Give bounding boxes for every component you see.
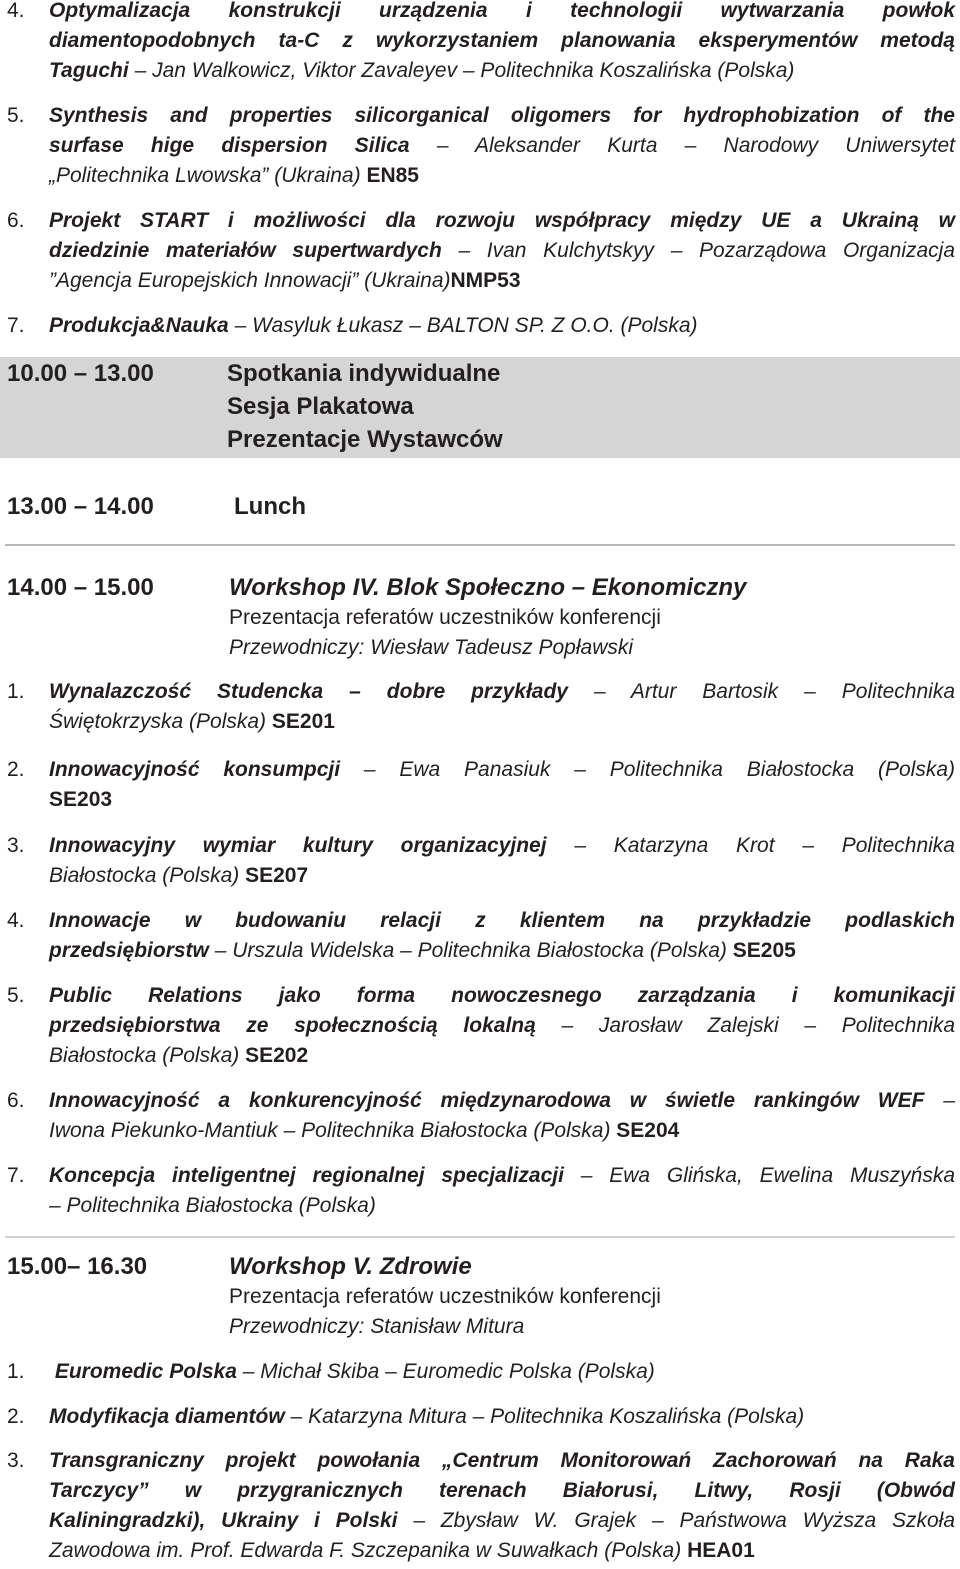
item-number: 4. (7, 909, 25, 932)
workshop5-chair: Przewodniczy: Stanisław Mitura (229, 1315, 525, 1338)
paper-code: NMP53 (450, 269, 521, 292)
program-item-4 (7, 0, 955, 86)
paper-author: – Jarosław Zalejski – Politechnika (535, 1014, 956, 1037)
item-number: 3. (7, 834, 25, 857)
item-line (7, 1116, 955, 1146)
item-line (7, 1536, 955, 1566)
paper-code: SE201 (271, 710, 335, 733)
workshop4-item-6 (7, 1086, 955, 1146)
item-line (7, 266, 955, 296)
item-line (7, 677, 955, 707)
paper-author: – Jan Walkowicz, Viktor Zavaleyev – Politechnika Koszalińska (Polska) (128, 59, 795, 82)
item-number: 4. (7, 0, 25, 22)
paper-author: Iwona Piekunko-Mantiuk – Politechnika Białostocka (Polska) (49, 1119, 617, 1142)
program-item-7 (7, 311, 955, 341)
paper-author: – Artur Bartosik – Politechnika (567, 680, 956, 703)
paper-title: Kaliningradzki), Ukrainy i Polski (49, 1509, 398, 1532)
item-line (7, 0, 955, 26)
paper-title: dziedzinie materiałów supertwardych (49, 239, 442, 262)
item-line (7, 936, 955, 966)
item-number: 2. (7, 1405, 25, 1428)
paper-author: ”Agencja Europejskich Innowacji” (Ukraina) (49, 269, 451, 292)
item-line (7, 1191, 955, 1221)
program-item-6 (7, 206, 955, 296)
workshop4-title: Workshop IV. Blok Społeczno – Ekonomiczny (229, 574, 747, 601)
item-line (7, 161, 955, 191)
paper-title: Produkcja&Nauka (49, 314, 229, 337)
divider (5, 544, 955, 546)
paper-author: – Michał Skiba – Euromedic Polska (Polska) (236, 1360, 655, 1383)
paper-author: – Urszula Widelska – Politechnika Białostocka (Polska) (208, 939, 733, 962)
item-number: 5. (7, 104, 25, 127)
paper-author: – Aleksander Kurta – Narodowy Uniwersytet (409, 134, 955, 157)
paper-code: SE205 (732, 939, 796, 962)
paper-code: SE202 (245, 1044, 309, 1067)
item-line (7, 1161, 955, 1191)
paper-title: Transgraniczny projekt powołania „Centrum Monitorowań Zachorowań na Raka (49, 1449, 955, 1472)
paper-code: SE204 (616, 1119, 680, 1142)
item-line (7, 1506, 955, 1536)
item-line (7, 1476, 955, 1506)
paper-title: Public Relations jako forma nowoczesnego zarządzania i komunikacji (49, 984, 955, 1007)
item-line (7, 1041, 955, 1071)
workshop4-item-3 (7, 831, 955, 891)
paper-author: – Zbysław W. Grajek – Państwowa Wyższa Szkoła (397, 1509, 955, 1532)
workshop5-time: 15.00– 16.30 (7, 1253, 148, 1280)
paper-title: Optymalizacja konstrukcji urządzenia i technologii wytwarzania powłok (49, 0, 955, 22)
item-line (7, 26, 955, 56)
workshop5-title: Workshop V. Zdrowie (229, 1253, 472, 1280)
paper-author: – Wasyluk Łukasz – BALTON SP. Z O.O. (Polska) (228, 314, 698, 337)
item-line (7, 1402, 955, 1432)
item-line (7, 131, 955, 161)
paper-author: – Katarzyna Mitura – Politechnika Koszalińska (Polska) (284, 1405, 805, 1428)
paper-title: przedsiębiorstwa ze społecznością lokalną (49, 1014, 536, 1037)
item-line (7, 1011, 955, 1041)
item-number: 6. (7, 209, 25, 232)
item-line (7, 707, 955, 737)
paper-author: – Ewa Panasiuk – Politechnika Białostocka (Polska) (340, 758, 955, 781)
divider (5, 1236, 955, 1238)
item-line (7, 1086, 955, 1116)
item-number: 1. (7, 1360, 25, 1383)
item-line (7, 101, 955, 131)
paper-code: HEA01 (687, 1539, 755, 1562)
workshop4-item-4 (7, 906, 955, 966)
lunch-time: 13.00 – 14.00 (7, 493, 154, 520)
item-line (7, 906, 955, 936)
workshop4-item-1 (7, 677, 955, 737)
paper-title: surfase hige dispersion Silica (49, 134, 410, 157)
session-title-2: Sesja Plakatowa (227, 393, 414, 420)
paper-title: Taguchi (49, 59, 129, 82)
item-number: 6. (7, 1089, 25, 1112)
paper-author: Białostocka (Polska) (49, 1044, 246, 1067)
paper-title: Modyfikacja diamentów (49, 1405, 285, 1428)
workshop5-item-1 (7, 1357, 955, 1387)
item-number: 5. (7, 984, 25, 1007)
paper-author: – Politechnika Białostocka (Polska) (49, 1194, 376, 1217)
paper-code: SE207 (245, 864, 309, 887)
item-line (7, 861, 955, 891)
paper-code: EN85 (366, 164, 419, 187)
paper-author: – Ewa Glińska, Ewelina Muszyńska (563, 1164, 955, 1187)
workshop5-subtitle: Prezentacja referatów uczestników konferencji (229, 1285, 661, 1308)
paper-author: Zawodowa im. Prof. Edwarda F. Szczepanika w Suwałkach (Polska) (49, 1539, 688, 1562)
paper-title: przedsiębiorstw (49, 939, 209, 962)
item-number: 1. (7, 680, 25, 703)
session-time: 10.00 – 13.00 (7, 360, 154, 387)
session-title-1: Spotkania indywidualne (227, 360, 501, 387)
item-line (7, 755, 955, 785)
paper-title: Koncepcja inteligentnej regionalnej specjalizacji (49, 1164, 564, 1187)
paper-author: – Katarzyna Krot – Politechnika (546, 834, 955, 857)
item-line (7, 1357, 955, 1387)
paper-title: Innowacje w budowaniu relacji z klientem na przykładzie podlaskich (49, 909, 955, 932)
workshop4-item-7 (7, 1161, 955, 1221)
workshop4-chair: Przewodniczy: Wiesław Tadeusz Popławski (229, 636, 634, 659)
paper-author: „Politechnika Lwowska” (Ukraina) (49, 164, 367, 187)
item-line (7, 981, 955, 1011)
paper-title: Wynalazczość Studencka – dobre przykłady (49, 680, 568, 703)
paper-title: Innowacyjny wymiar kultury organizacyjnej (49, 834, 547, 857)
paper-title: diamentopodobnych ta-C z wykorzystaniem planowania eksperymentów metodą (49, 29, 955, 52)
item-number: 7. (7, 1164, 25, 1187)
workshop4-item-2 (7, 755, 955, 815)
paper-title: Euromedic Polska (49, 1360, 237, 1383)
program-item-5 (7, 101, 955, 191)
paper-author: – (924, 1089, 955, 1112)
item-number: 2. (7, 758, 25, 781)
item-line (7, 1446, 955, 1476)
paper-author: Białostocka (Polska) (49, 864, 246, 887)
workshop4-subtitle: Prezentacja referatów uczestników konferencji (229, 606, 661, 629)
paper-title: Synthesis and properties silicorganical oligomers for hydrophobization of the (49, 104, 955, 127)
lunch-title: Lunch (234, 493, 306, 520)
workshop4-time: 14.00 – 15.00 (7, 574, 154, 601)
item-line (7, 206, 955, 236)
session-title-3: Prezentacje Wystawców (227, 426, 503, 453)
paper-title: Innowacyjność konsumpcji (49, 758, 341, 781)
item-line (7, 831, 955, 861)
item-line (7, 785, 955, 815)
item-line (7, 236, 955, 266)
item-number: 3. (7, 1449, 25, 1472)
paper-title: Innowacyjność a konkurencyjność międzynarodowa w świetle rankingów WEF (49, 1089, 925, 1112)
item-line (7, 311, 955, 341)
item-number: 7. (7, 314, 25, 337)
paper-title: Projekt START i możliwości dla rozwoju współpracy między UE a Ukrainą w (49, 209, 955, 232)
item-line (7, 56, 955, 86)
workshop5-item-3 (7, 1446, 955, 1566)
workshop5-item-2 (7, 1402, 955, 1432)
workshop4-item-5 (7, 981, 955, 1071)
paper-title: Tarczycy” w przygranicznych terenach Białorusi, Litwy, Rosji (Obwód (49, 1479, 955, 1502)
paper-code: SE203 (49, 788, 113, 811)
paper-author: Świętokrzyska (Polska) (49, 710, 272, 733)
paper-author: – Ivan Kulchytskyy – Pozarządowa Organizacja (441, 239, 956, 262)
